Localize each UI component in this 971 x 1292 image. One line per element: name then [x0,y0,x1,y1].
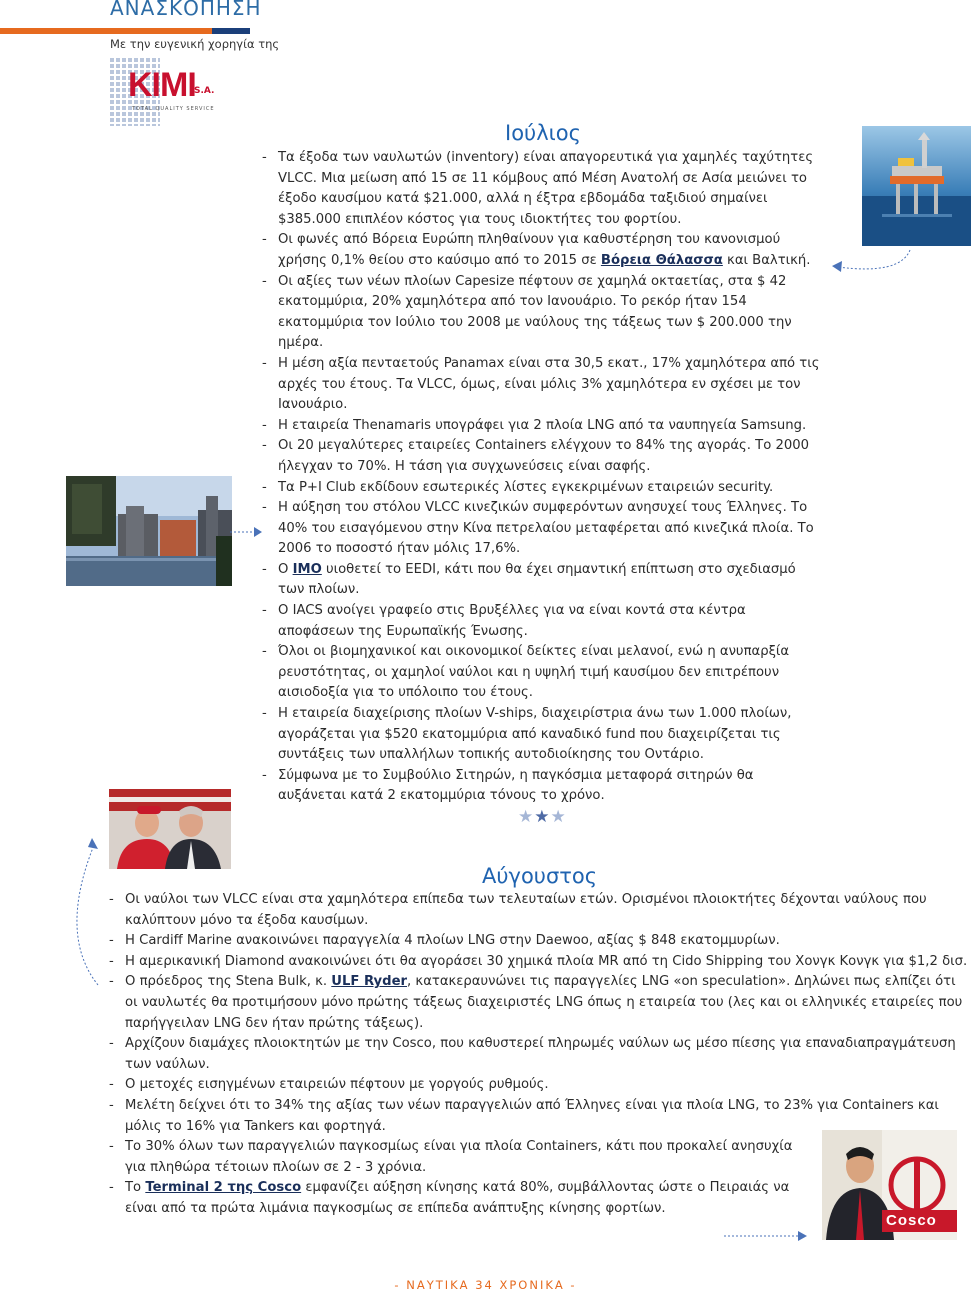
star-icon: ★ [550,807,567,827]
august-news-item [109,1034,971,1075]
news-item-text: Το 30% όλων των παραγγελιών παγκοσμίως είναι για πλοία Containers, κάτι που προκαλεί ανησυχία για πληθώρα τέτοιων πλοίων σε 2 - 3 χρόνια. [125,1139,793,1175]
header-rule-orange [0,28,212,34]
news-item-text: Οι ναύλοι των VLCC είναι στα χαμηλότερα επίπεδα των τελευταίων ετών. Ορισμένοι πλοιοκτήτες δέχονται ναύλους που καλύπτουν μόνο τα έξοδα καυσίμων. [125,892,927,928]
news-item-text: Ο IACS ανοίγει γραφείο στις Βρυξέλλες για να είναι κοντά στα κέντρα αποφάσεων της Ευρωπαϊκής Ένωσης. [278,603,746,639]
curved-arrow-platform-icon [830,245,920,285]
july-news-item [262,272,824,354]
header-rule [0,28,250,34]
logo-tagline: TOTAL QUALITY SERVICE [132,106,215,112]
cosco-sign-text: Cosco [886,1212,937,1229]
news-item-text: Όλοι οι βιομηχανικοί και οικονομικοί δείκτες είναι μελανοί, ενώ η ανυπαρξία ρευστότητας, οι χαμηλοί ναύλοι και η υψηλή τιμή καυσίμου δεν επιτρέπουν αισιοδοξία για το υπόλοιπο του έτους. [278,644,790,701]
news-item-text: εμφανίζει αύξηση κίνησης κατά 80%, συμβάλλοντας ώστε ο Πειραιάς να είναι από τα πρώτα λιμάνια παγκοσμίως σε επίπεδα ανάπτυξης κίνησης φορτίων. [125,1180,790,1216]
news-item-text: Η εταιρεία διαχείρισης πλοίων V-ships, διαχειρίστρια άνω των 1.000 πλοίων, αγοράζεται για $520 εκατομμύρια από καναδικό fund που διαχειρίζεται τις συντάξεις των υπαλλήλων τοπικής αυτοδιοίκησης του Οντάριο. [278,706,792,763]
news-item-link[interactable]: IMO [292,561,322,577]
news-item-text: Μελέτη δείχνει ότι το 34% της αξίας των νέων παραγγελιών από Έλληνες είναι για πλοία LNG, το 23% για Containers και μόλις το 16% για Tankers και φορτηγά. [125,1097,939,1134]
news-item-link[interactable]: ULF Ryder [331,974,408,990]
two-men-photo [109,789,231,869]
july-news-item [262,704,824,766]
offshore-platform-photo [862,126,971,246]
july-news-item [262,498,824,560]
pointer-arrow-city-icon [228,520,268,550]
july-news-item [262,354,824,416]
july-news-item [262,642,824,704]
august-news-item [109,1137,805,1178]
city-waterfront-photo [66,476,232,586]
news-item-text: Οι αξίες των νέων πλοίων Capesize πέφτουν σε χαμηλά οκταετίας, στα $ 42 εκατομμύρια, 20% χαμηλότερα από τον Ιανουάριο. Το ρεκόρ ήταν 154 εκατομμύρια τον Ιούλιο του 2008 με ναύλους της τάξεως των $ 200.000 την ημέρα. [278,273,792,351]
news-item-text: Η μέση αξία πενταετούς Panamax είναι στα 30,5 εκατ., 17% χαμηλότερα από τις αρχές του έτους. Τα VLCC, όμως, είναι μόλις 3% χαμηλότερα εν σχέσει με τον Ιανουάριο. [278,355,820,413]
news-item-link[interactable]: Terminal 2 της Cosco [145,1180,302,1196]
logo-wordmark: KIMI [128,66,196,104]
logo-suffix: S.A. [194,86,215,96]
news-item-text: Η αύξηση του στόλου VLCC κινεζικών συμφερόντων ανησυχεί τους Έλληνες. Το 40% του εισαγόμενου στην Κίνα πετρελαίου μεταφέρεται από κινεζικά πλοία. Το 2006 το ποσοστό ήταν μόλις 17,6%. [278,500,814,557]
news-item-text: Οι 20 μεγαλύτερες εταιρείες Containers ελέγχουν το 84% της αγοράς. Το 2000 ήλεγχαν το 70%. Η τάση για συγχωνεύσεις είναι σαφής. [278,438,810,474]
july-news-item [262,766,824,807]
july-news-item [262,436,824,477]
page-footer: - ΝΑΥΤΙΚΑ 34 ΧΡΟΝΙΚΑ - [394,1278,577,1292]
july-news-list [262,148,824,807]
july-news-item [262,148,824,230]
august-news-list [109,890,971,1220]
section-separator-stars [518,807,567,827]
july-news-item [262,416,824,437]
section-header-title: ΑΝΑΣΚΟΠΗΣΗ [110,0,262,20]
august-news-item [109,931,971,952]
news-item-text: , κατακεραυνώνει τις παραγγελίες LNG «on speculation». Δηλώνει πως ελπίζει ότι οι ναυλωτές θα προτιμήσουν μόνο πρώτης τάξεως διαχειριστές LNG όπως η εταιρεία του (λες και οι ελληνικές εταιρείες που παρήγγειλαν LNG δεν ήταν πρώτης τάξεως). [125,974,963,1031]
news-item-text: Αρχίζουν διαμάχες πλοιοκτητών με την Cosco, που καθυστερεί πληρωμές ναύλων ως μέσο πίεσης για επαναδιαπραγμάτευση των ναύλων. [125,1036,956,1072]
sponsor-caption: Με την ευγενική χορηγία της [110,37,280,51]
curved-arrow-portrait-icon [58,835,108,995]
news-item-text: Η Cardiff Marine ανακοινώνει παραγγελία 4 πλοίων LNG στην Daewoo, αξίας $ 848 εκατομμυρίων. [125,933,780,949]
news-item-text: Ο μετοχές εισηγμένων εταιρειών πέφτουν με γοργούς ρυθμούς. [125,1077,549,1093]
news-item-text: Ο πρόεδρος της Stena Bulk, κ. [125,974,332,990]
august-news-item [109,890,971,931]
star-icon: ★ [534,807,551,827]
news-item-text: Σύμφωνα με το Συμβούλιο Σιτηρών, η παγκόσμια μεταφορά σιτηρών θα αυξάνεται κατά 2 εκατομμύρια τόνους το χρόνο. [278,767,754,804]
news-item-text: Η εταιρεία Thenamaris υπογράφει για 2 πλοία LNG από τα ναυπηγεία Samsung. [278,417,807,433]
sponsor-logo [108,56,215,130]
august-news-item [109,1075,971,1096]
news-item-text: Η αμερικανική Diamond ανακοινώνει ότι θα αγοράσει 30 χημικά πλοία MR από τη Cido Shipping του Χονγκ Κονγκ για $1,2 δισ. [125,953,968,969]
july-news-item [262,478,824,499]
july-heading: Ιούλιος [505,121,581,145]
august-news-item [109,1178,805,1219]
july-news-item [262,560,824,601]
news-item-text: Το [125,1180,146,1196]
august-news-item [109,972,971,1034]
header-rule-blue [212,28,250,34]
news-item-link[interactable]: Βόρεια Θάλασσα [600,252,723,268]
news-item-text: υιοθετεί το EEDI, κάτι που θα έχει σημαντική επίπτωση στο σχεδιασμό των πλοίων. [278,561,796,598]
july-news-item [262,601,824,642]
august-heading: Αύγουστος [482,864,598,888]
star-icon: ★ [518,807,535,827]
august-news-item [109,952,971,973]
news-item-text: και Βαλτική. [722,252,811,268]
pointer-arrow-cosco-icon [722,1228,812,1244]
july-news-item [262,230,824,271]
news-item-text: Τα P+I Club εκδίδουν εσωτερικές λίστες εγκεκριμένων εταιρειών security. [278,479,774,495]
august-news-item [109,1096,971,1137]
news-item-text: Οι φωνές από Βόρεια Ευρώπη πληθαίνουν για καθυστέρηση του κανονισμού χρήσης 0,1% θείου στο καύσιμο από το 2015 σε [278,232,781,268]
news-item-text: Τα έξοδα των ναυλωτών (inventory) είναι απαγορευτικά για χαμηλές ταχύτητες VLCC. Μια μείωση από 15 σε 11 κόμβους από Μέση Ανατολή σε Ασία μειώνει το έξοδο καυσίμου κατά $21.000, αλλά η έξτρα εβδομάδα ταξιδιού σημαίνει $385.000 επιπλέον κόστος για τους ιδιοκτήτες του φορτίου. [278,150,814,227]
news-item-text: Ο [278,561,293,577]
